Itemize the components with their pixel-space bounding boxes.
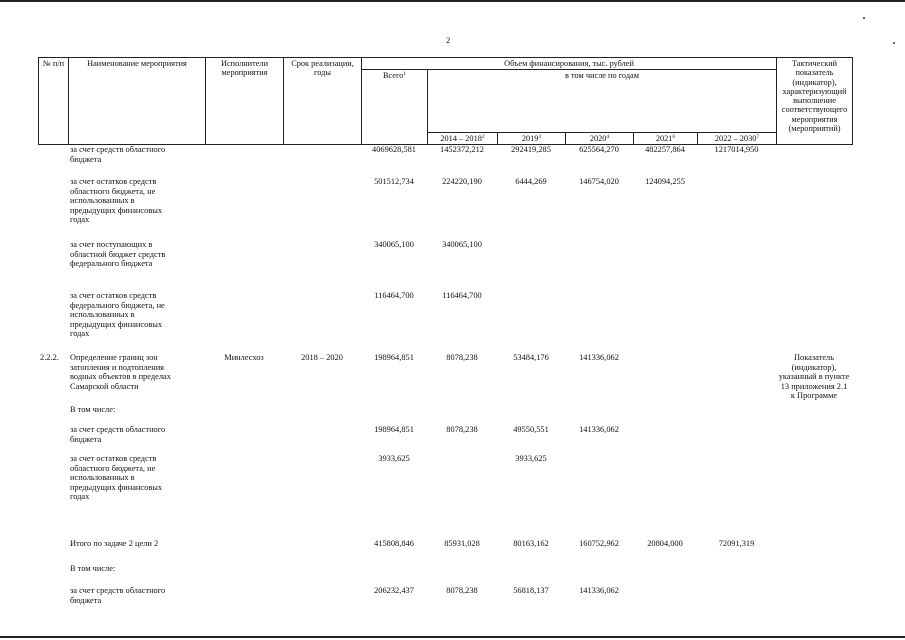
amount-2019: 80163,162 — [513, 539, 549, 548]
amount-2014-2018-cell — [427, 425, 497, 454]
amount-2020-cell — [565, 291, 633, 353]
header-year-2014-2018: 2014 – 2018$^2$ — [428, 132, 498, 144]
amount-2020-cell — [565, 586, 633, 614]
amount-2019-cell — [497, 454, 565, 539]
measure-name-cell — [68, 291, 205, 353]
amount-2019: 6444,269 — [515, 177, 547, 186]
header-no: № п/п — [39, 58, 69, 145]
amount-total: 415808,846 — [374, 539, 414, 548]
amount-2019-cell — [497, 564, 565, 586]
measure-name: за счет средств областного бюджета — [70, 586, 166, 605]
amount-2019-cell — [497, 425, 565, 454]
amount-2014-2018-cell — [427, 177, 497, 240]
amount-2022-2030-cell — [697, 564, 776, 586]
amount-2014-2018-cell — [427, 145, 497, 177]
amount-total: 116464,700 — [374, 291, 414, 300]
amount-2020-cell — [565, 425, 633, 454]
amount-2022-2030-cell — [697, 454, 776, 539]
table-row — [38, 145, 852, 177]
amount-2014-2018: 340065,100 — [442, 240, 482, 249]
amount-2020: 141336,062 — [579, 586, 619, 595]
period-cell — [283, 291, 361, 353]
indicator-cell — [776, 425, 852, 454]
table-row — [38, 177, 852, 240]
indicator-cell — [776, 539, 852, 564]
period-cell — [283, 454, 361, 539]
amount-2014-2018: 8078,238 — [446, 425, 478, 434]
top-rule — [0, 0, 905, 2]
executor-cell — [205, 539, 283, 564]
amount-2014-2018: 8078,238 — [446, 586, 478, 595]
amount-2020-cell — [565, 353, 633, 425]
scan-speck — [893, 42, 895, 44]
table-body — [38, 145, 852, 614]
measure-name-cell — [68, 586, 205, 614]
measure-subheading: В том числе: — [70, 405, 116, 415]
amount-2019: 3933,625 — [515, 454, 547, 463]
amount-2021-cell — [633, 586, 697, 614]
amount-2022-2030-cell — [697, 353, 776, 425]
header-year-2022-2030: 2022 – 2030$^7$ — [698, 132, 777, 144]
amount-total-cell — [361, 353, 427, 425]
amount-2014-2018: 116464,700 — [442, 291, 482, 300]
amount-2014-2018-cell — [427, 586, 497, 614]
amount-2014-2018-cell — [427, 291, 497, 353]
row-number-cell — [38, 240, 68, 291]
measure-name: за счет средств областного бюджета — [70, 145, 166, 164]
measure-name: за счет поступающих в областной бюджет средств федерального бюджета — [70, 240, 166, 269]
indicator-cell — [776, 291, 852, 353]
amount-2020: 141336,062 — [579, 425, 619, 434]
amount-total: 501512,734 — [374, 177, 414, 186]
amount-2021-cell — [633, 454, 697, 539]
amount-2014-2018-cell — [427, 539, 497, 564]
amount-2020: 146754,020 — [579, 177, 619, 186]
period-cell — [283, 145, 361, 177]
indicator-cell — [776, 177, 852, 240]
amount-total: 198964,851 — [374, 353, 414, 362]
executor-cell — [205, 240, 283, 291]
amount-2014-2018-cell — [427, 240, 497, 291]
row-number-cell — [38, 539, 68, 564]
row-number-cell — [38, 425, 68, 454]
header-period: Срок реализации, годы — [284, 58, 362, 145]
measure-name-cell — [68, 177, 205, 240]
amount-2022-2030-cell — [697, 425, 776, 454]
table-row — [38, 539, 852, 564]
amount-total-cell — [361, 586, 427, 614]
indicator-cell — [776, 454, 852, 539]
executor-cell — [205, 564, 283, 586]
amount-total-cell — [361, 539, 427, 564]
amount-2021: 124094,255 — [645, 177, 685, 186]
amount-2020-cell — [565, 145, 633, 177]
amount-2022-2030-cell — [697, 539, 776, 564]
amount-2014-2018-cell — [427, 564, 497, 586]
amount-total: 198964,851 — [374, 425, 414, 434]
amount-2020-cell — [565, 240, 633, 291]
amount-2014-2018: 85931,028 — [444, 539, 480, 548]
row-number-cell — [38, 291, 68, 353]
amount-2014-2018-cell — [427, 353, 497, 425]
period-cell — [283, 353, 361, 425]
period-cell — [283, 564, 361, 586]
amount-2020-cell — [565, 564, 633, 586]
amount-2019-cell — [497, 291, 565, 353]
row-number-cell — [38, 177, 68, 240]
row-number-cell — [38, 145, 68, 177]
amount-total: 206232,437 — [374, 586, 414, 595]
amount-2019: 292419,285 — [511, 145, 551, 154]
executor-cell — [205, 586, 283, 614]
funding-table — [38, 57, 852, 614]
table-row — [38, 564, 852, 586]
table-row — [38, 454, 852, 539]
amount-2019-cell — [497, 240, 565, 291]
row-number-cell — [38, 586, 68, 614]
executor-cell — [205, 177, 283, 240]
measure-name-cell — [68, 539, 205, 564]
executor-cell — [205, 454, 283, 539]
amount-2019-cell — [497, 586, 565, 614]
row-number-cell — [38, 353, 68, 425]
amount-total-cell — [361, 240, 427, 291]
measure-name-cell — [68, 454, 205, 539]
table-row — [38, 353, 852, 425]
amount-2021: 20804,000 — [647, 539, 683, 548]
header-indicator: Тактический показатель (индикатор), характеризующий выполнение соответствующего мероприятия (мероприятий) — [777, 58, 853, 145]
measure-name: за счет средств областного бюджета — [70, 425, 166, 444]
amount-2014-2018: 8078,238 — [446, 353, 478, 362]
executor-cell — [205, 291, 283, 353]
amount-2020-cell — [565, 454, 633, 539]
measure-name: Итого по задаче 2 цели 2 — [70, 539, 159, 548]
executor: Минлесхоз — [224, 353, 264, 362]
amount-2021-cell — [633, 177, 697, 240]
amount-2022-2030-cell — [697, 177, 776, 240]
amount-2021-cell — [633, 539, 697, 564]
amount-2019-cell — [497, 539, 565, 564]
indicator-cell — [776, 145, 852, 177]
amount-2020-cell — [565, 177, 633, 240]
header-name: Наименование мероприятия — [69, 58, 206, 145]
amount-total-cell — [361, 454, 427, 539]
indicator-cell — [776, 564, 852, 586]
table-header — [38, 57, 853, 145]
measure-name-cell — [68, 425, 205, 454]
period-cell — [283, 586, 361, 614]
measure-name-cell — [68, 564, 205, 586]
amount-2022-2030: 1217014,950 — [714, 145, 759, 154]
scan-speck — [863, 17, 865, 19]
executor-cell — [205, 145, 283, 177]
amount-total: 3933,625 — [378, 454, 410, 463]
table-row — [38, 425, 852, 454]
amount-2022-2030-cell — [697, 586, 776, 614]
measure-name: за счет остатков средств областного бюджета, не использованных в предыдущих финансовых годах — [70, 454, 163, 502]
table-row — [38, 586, 852, 614]
amount-2019-cell — [497, 353, 565, 425]
header-funding-group: Объем финансирования, тыс. рублей — [362, 58, 777, 70]
page-number: 2 — [446, 35, 451, 45]
amount-2021: 482257,864 — [645, 145, 685, 154]
measure-name-cell — [68, 145, 205, 177]
measure-name: Определение границ зон затопления и подтопления водных объектов в пределах Самарской области — [70, 353, 171, 391]
amount-2021-cell — [633, 425, 697, 454]
amount-2021-cell — [633, 564, 697, 586]
amount-2019-cell — [497, 145, 565, 177]
header-year-2021: 2021$^6$ — [634, 132, 698, 144]
amount-2014-2018: 224220,190 — [442, 177, 482, 186]
amount-2019: 49550,551 — [513, 425, 549, 434]
header-executor: Исполнители мероприятия — [206, 58, 284, 145]
measure-name: за счет остатков средств федерального бюджета, не использованных в предыдущих финансовых годах — [70, 291, 165, 339]
measure-name-cell — [68, 240, 205, 291]
indicator-cell — [776, 240, 852, 291]
period-cell — [283, 539, 361, 564]
amount-total-cell — [361, 177, 427, 240]
indicator: Показатель (индикатор), указанный в пункте 13 приложения 2.1 к Программе — [778, 353, 850, 401]
indicator-cell — [776, 586, 852, 614]
amount-total-cell — [361, 425, 427, 454]
table-row — [38, 240, 852, 291]
executor-cell — [205, 353, 283, 425]
header-year-2020: 2020$^4$ — [566, 132, 634, 144]
executor-cell — [205, 425, 283, 454]
amount-total-cell — [361, 145, 427, 177]
amount-2020: 141336,062 — [579, 353, 619, 362]
amount-2021-cell — [633, 353, 697, 425]
period-cell — [283, 177, 361, 240]
indicator-cell — [776, 353, 852, 425]
measure-name: В том числе: — [70, 564, 116, 573]
amount-total-cell — [361, 564, 427, 586]
amount-2014-2018: 1452372,212 — [440, 145, 484, 154]
amount-2021-cell — [633, 240, 697, 291]
amount-total-cell — [361, 291, 427, 353]
amount-2019: 56818,137 — [513, 586, 549, 595]
row-number-cell — [38, 454, 68, 539]
bottom-rule — [0, 636, 905, 638]
period-cell — [283, 240, 361, 291]
amount-2020: 625564,270 — [579, 145, 619, 154]
row-number: 2.2.2. — [40, 353, 59, 362]
amount-2020: 160752,962 — [579, 539, 619, 548]
amount-2021-cell — [633, 145, 697, 177]
header-total: Всего$^1$ — [362, 70, 428, 145]
measure-name-cell — [68, 353, 205, 425]
amount-2019-cell — [497, 177, 565, 240]
amount-2022-2030-cell — [697, 145, 776, 177]
header-years-group: в том числе по годам — [428, 70, 777, 132]
amount-2014-2018-cell — [427, 454, 497, 539]
amount-2022-2030-cell — [697, 240, 776, 291]
table-row — [38, 291, 852, 353]
period-cell — [283, 425, 361, 454]
row-number-cell — [38, 564, 68, 586]
amount-total: 4069628,581 — [372, 145, 416, 154]
amount-2022-2030: 72091,319 — [718, 539, 755, 548]
amount-2020-cell — [565, 539, 633, 564]
amount-total: 340065,100 — [374, 240, 414, 249]
measure-name: за счет остатков средств областного бюджета, не использованных в предыдущих финансовых годах — [70, 177, 163, 225]
amount-2022-2030-cell — [697, 291, 776, 353]
period: 2018 – 2020 — [301, 353, 343, 362]
amount-2021-cell — [633, 291, 697, 353]
header-year-2019: 2019$^3$ — [498, 132, 566, 144]
amount-2019: 53484,176 — [513, 353, 549, 362]
